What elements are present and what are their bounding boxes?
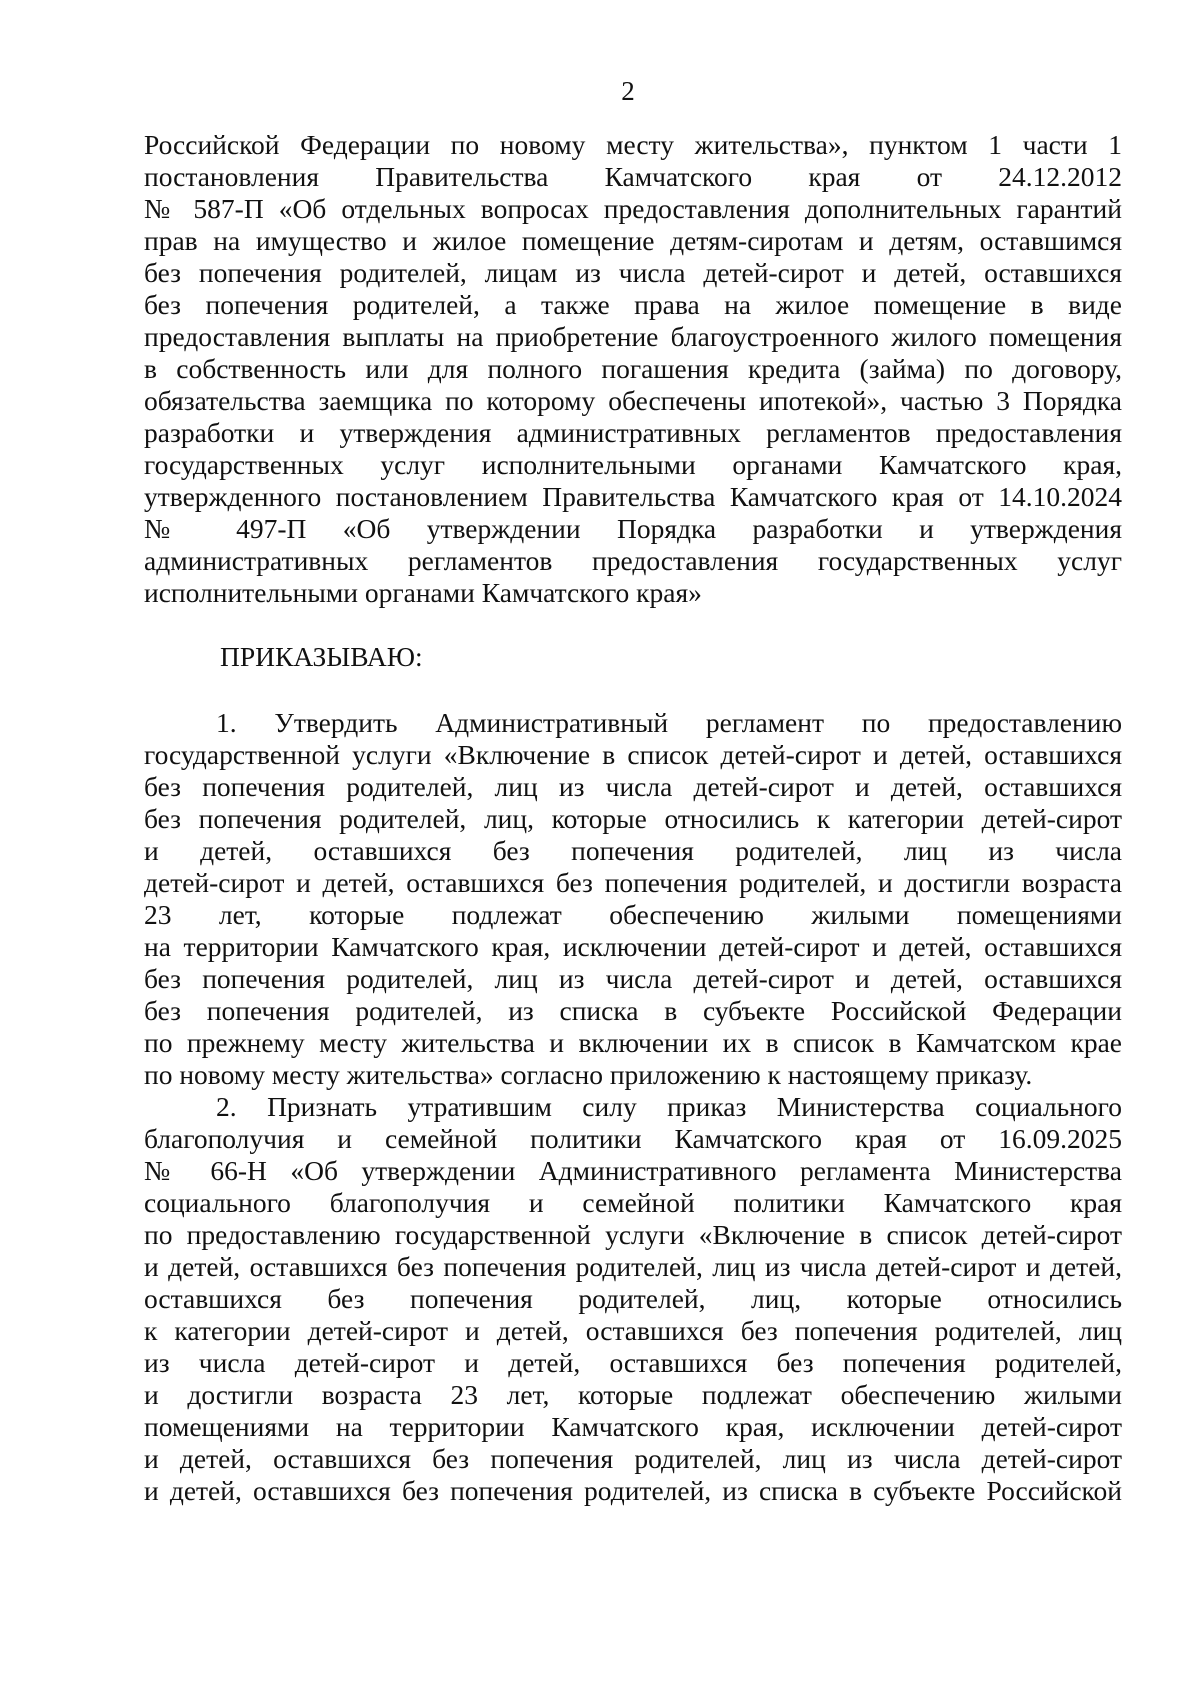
text-line: в собственность или для полного погашения кредита (займа) по договору,: [144, 353, 1122, 384]
text-line: 2. Признать утратившим силу приказ Министерства социального: [216, 1091, 1122, 1122]
text-line: административных регламентов предоставления государственных услуг: [144, 545, 1122, 576]
text-line: и детей, оставшихся без попечения родителей, из списка в субъекте Российской: [144, 1475, 1122, 1506]
page-number: 2: [621, 76, 635, 106]
order-item-1: [144, 707, 1122, 1091]
text-line: к категории детей-сирот и детей, оставшихся без попечения родителей, лиц: [144, 1315, 1122, 1346]
text-line: по прежнему месту жительства и включении их в список в Камчатском крае: [144, 1027, 1122, 1058]
text-line: и детей, оставшихся без попечения родителей, лиц из числа детей-сирот и детей,: [144, 1251, 1122, 1282]
text-line: без попечения родителей, лиц из числа детей-сирот и детей, оставшихся: [144, 771, 1122, 802]
text-line: государственных услуг исполнительными органами Камчатского края,: [144, 449, 1122, 480]
text-line: № 66-Н «Об утверждении Административного регламента Министерства: [144, 1155, 1122, 1186]
preamble: [144, 129, 1122, 609]
text-line: Российской Федерации по новому месту жительства», пунктом 1 части 1: [144, 129, 1122, 160]
text-line: государственной услуги «Включение в список детей-сирот и детей, оставшихся: [144, 739, 1122, 770]
text-line: прав на имущество и жилое помещение детям-сиротам и детям, оставшимся: [144, 225, 1122, 256]
order-item-2: [144, 1091, 1122, 1507]
text-line: без попечения родителей, лицам из числа детей-сирот и детей, оставшихся: [144, 257, 1122, 288]
text-line: постановления Правительства Камчатского края от 24.12.2012: [144, 161, 1122, 192]
text-line: обязательства заемщика по которому обеспечены ипотекой», частью 3 Порядка: [144, 385, 1122, 416]
text-line: № 587-П «Об отдельных вопросах предоставления дополнительных гарантий: [144, 193, 1122, 224]
text-line: по предоставлению государственной услуги «Включение в список детей-сирот: [144, 1219, 1122, 1250]
text-line: утвержденного постановлением Правительства Камчатского края от 14.10.2024: [144, 481, 1122, 512]
text-line: по новому месту жительства» согласно приложению к настоящему приказу.: [144, 1059, 1033, 1090]
text-line: оставшихся без попечения родителей, лиц, которые относились: [144, 1283, 1122, 1314]
order-heading: ПРИКАЗЫВАЮ:: [220, 641, 423, 672]
text-line: детей-сирот и детей, оставшихся без попечения родителей, и достигли возраста: [144, 867, 1122, 898]
text-line: и достигли возраста 23 лет, которые подлежат обеспечению жилыми: [144, 1379, 1122, 1410]
text-line: предоставления выплаты на приобретение благоустроенного жилого помещения: [144, 321, 1122, 352]
text-line: социального благополучия и семейной политики Камчатского края: [144, 1187, 1122, 1218]
text-line: помещениями на территории Камчатского края, исключении детей-сирот: [144, 1411, 1122, 1442]
text-line: № 497-П «Об утверждении Порядка разработки и утверждения: [144, 513, 1122, 544]
document-body: [144, 129, 1122, 1507]
text-line: 1. Утвердить Административный регламент по предоставлению: [216, 707, 1122, 738]
text-line: без попечения родителей, лиц, которые относились к категории детей-сирот: [144, 803, 1122, 834]
text-line: 23 лет, которые подлежат обеспечению жилыми помещениями: [144, 899, 1122, 930]
text-line: без попечения родителей, лиц из числа детей-сирот и детей, оставшихся: [144, 963, 1122, 994]
text-line: благополучия и семейной политики Камчатского края от 16.09.2025: [144, 1123, 1122, 1154]
text-line: без попечения родителей, из списка в субъекте Российской Федерации: [144, 995, 1122, 1026]
text-line: исполнительными органами Камчатского края»: [144, 577, 702, 608]
text-line: разработки и утверждения административных регламентов предоставления: [144, 417, 1122, 448]
text-line: без попечения родителей, а также права на жилое помещение в виде: [144, 289, 1122, 320]
text-line: на территории Камчатского края, исключении детей-сирот и детей, оставшихся: [144, 931, 1122, 962]
text-line: и детей, оставшихся без попечения родителей, лиц из числа детей-сирот: [144, 1443, 1122, 1474]
text-line: и детей, оставшихся без попечения родителей, лиц из числа: [144, 835, 1122, 866]
text-line: из числа детей-сирот и детей, оставшихся без попечения родителей,: [144, 1347, 1122, 1378]
